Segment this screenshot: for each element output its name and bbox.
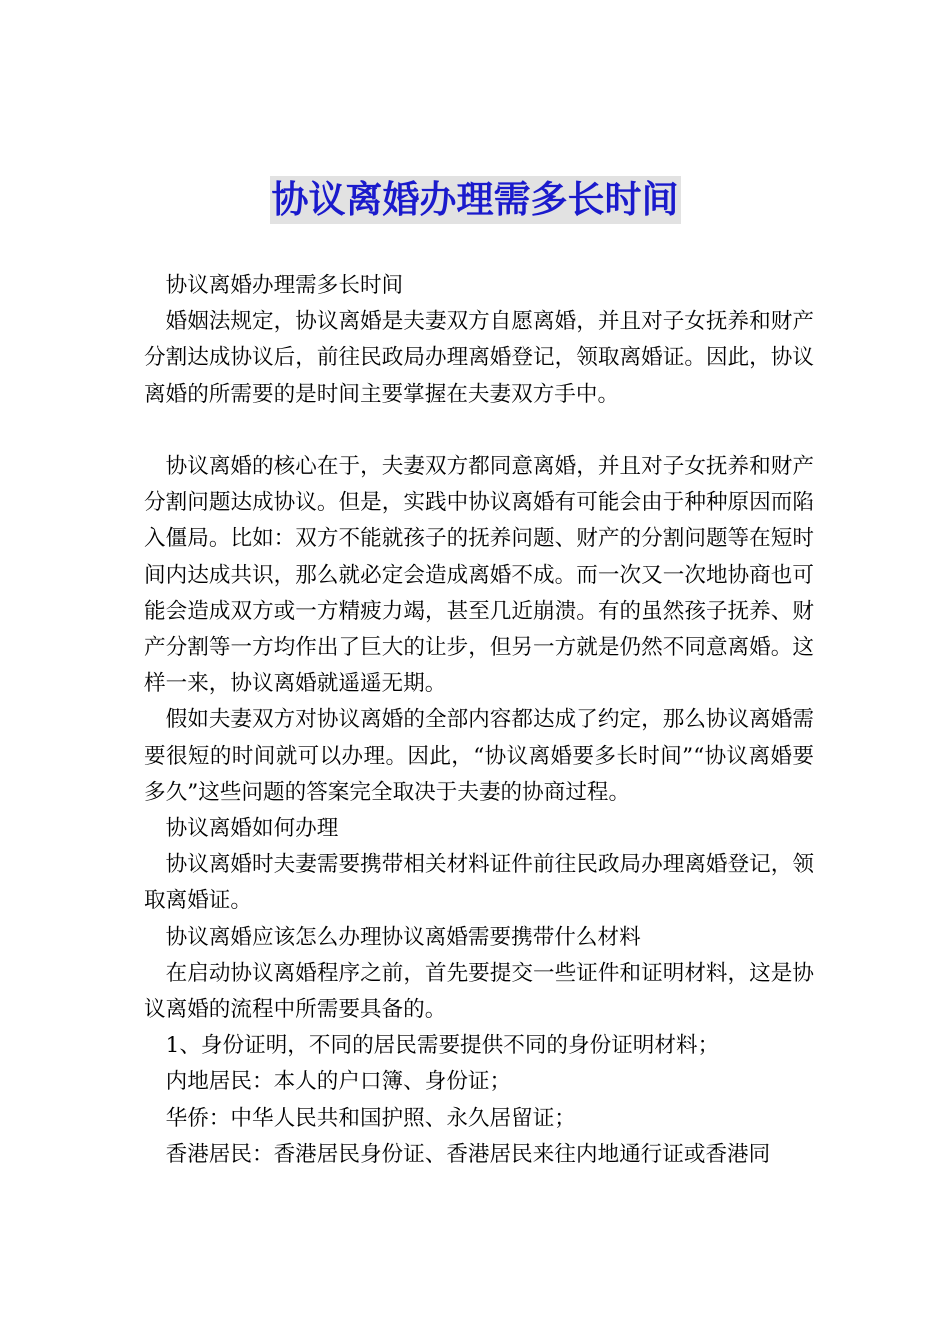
document-title: 协议离婚办理需多长时间 — [270, 176, 681, 224]
paragraph-heading: 协议离婚如何办理 — [165, 816, 339, 842]
list-item: 内地居民：本人的户口簿、身份证； — [165, 1069, 512, 1095]
paragraph-heading: 协议离婚应该怎么办理协议离婚需要携带什么材料 — [165, 924, 641, 950]
list-item: 1、身份证明，不同的居民需要提供不同的身份证明材料； — [165, 1033, 720, 1059]
paragraph: 婚姻法规定，协议离婚是夫妻双方自愿离婚，并且对子女抚养和财产分割达成协议后，前往民政局办理离婚登记，领取离婚证。因此，协议离婚的所需要的是时间主要掌握在夫妻双方手中。 — [144, 309, 814, 407]
document-body — [144, 268, 814, 1173]
list-item: 华侨：中华人民共和国护照、永久居留证； — [165, 1105, 576, 1131]
title-container — [0, 176, 950, 224]
paragraph: 协议离婚的核心在于，夫妻双方都同意离婚，并且对子女抚养和财产分割问题达成协议。但是，实践中协议离婚有可能会由于种种原因而陷入僵局。比如：双方不能就孩子的抚养问题、财产的分割问题等在短时间内达成共识，那么就必定会造成离婚不成。而一次又一次地协商也可能会造成双方或一方精疲力竭，甚至几近崩溃。有的虽然孩子抚养、财产分割等一方均作出了巨大的让步，但另一方就是仍然不同意离婚。这样一来，协议离婚就遥遥无期。 — [144, 454, 814, 697]
blank-line — [144, 413, 814, 449]
paragraph: 协议离婚时夫妻需要携带相关材料证件前往民政局办理离婚登记，领取离婚证。 — [144, 852, 814, 914]
paragraph: 假如夫妻双方对协议离婚的全部内容都达成了约定，那么协议离婚需要很短的时间就可以办理。因此，“协议离婚要多长时间”“协议离婚要多久”这些问题的答案完全取决于夫妻的协商过程。 — [144, 707, 814, 805]
list-item: 香港居民：香港居民身份证、香港居民来往内地通行证或香港同 — [165, 1141, 771, 1167]
paragraph-heading: 协议离婚办理需多长时间 — [165, 273, 404, 298]
paragraph: 在启动协议离婚程序之前，首先要提交一些证件和证明材料，这是协议离婚的流程中所需要具备的。 — [144, 960, 814, 1023]
